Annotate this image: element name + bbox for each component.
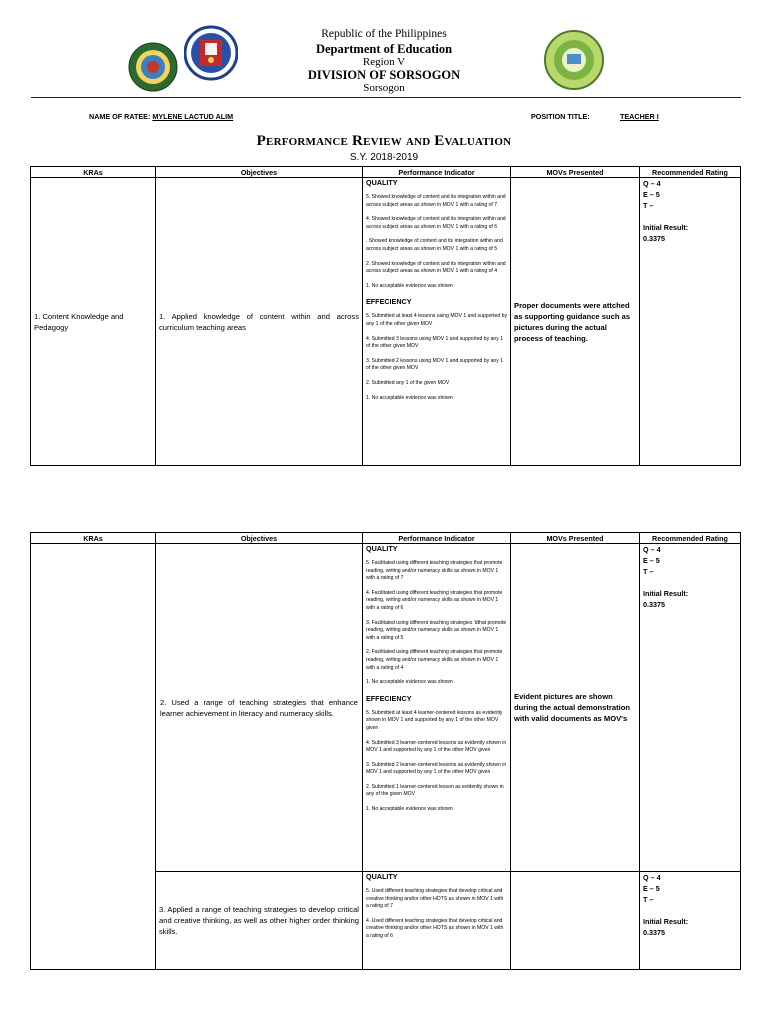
objective-cell: 1. Applied knowledge of content within and across curriculum teaching areas bbox=[156, 178, 363, 466]
indicator-item: 1. No acceptable evidence was shown bbox=[366, 679, 453, 686]
indicator-item: 5. Submitted at least 4 lessons using MOV 1 and supported by any 1 of the other given MOV bbox=[366, 313, 508, 327]
header-department: Department of Education bbox=[315, 42, 453, 56]
rating-cell bbox=[640, 872, 741, 970]
rating-initial-result-value: 0.3375 bbox=[643, 234, 665, 243]
header-region: Region V bbox=[362, 56, 406, 68]
indicator-item: 4. Used different teaching strategies that develop critical and creative thinking and/or other HOTS as shown in MOV 1 with a rating of 6 bbox=[366, 917, 504, 939]
rating-initial-result-value: 0.3375 bbox=[643, 600, 665, 609]
quality-heading: QUALITY bbox=[366, 872, 398, 881]
indicator-item: 4. Facilitated using different teaching strategies that promote reading, writing and/or numeracy skills as shown in MOV 1 with a rating of 6 bbox=[366, 589, 503, 611]
header-division: DIVISION OF SORSOGON bbox=[307, 68, 461, 82]
col-objectives: Objectives bbox=[156, 167, 363, 178]
rating-cell bbox=[640, 544, 741, 872]
document-title: Performance Review and Evaluation bbox=[256, 133, 512, 149]
indicator-item: 3. Submitted 2 lessons using MOV 1 and supported by any 1 of the other given MOV bbox=[366, 357, 504, 372]
rating-initial-result-label: Initial Result: bbox=[643, 223, 689, 232]
col-movs: MOVs Presented bbox=[511, 167, 640, 178]
indicator-item: 2. Submitted 1 learner-centered lesson as evidently shown in any of the given MOV bbox=[366, 783, 504, 798]
rating-initial-result-value: 0.3375 bbox=[643, 928, 665, 937]
ratee-name: MYLENE LACTUD ALIM bbox=[152, 112, 234, 121]
rating-initial-result-label: Initial Result: bbox=[643, 589, 689, 598]
movs-cell: Proper documents were attched as supporting guidance such as pictures during the actual process of teaching. bbox=[511, 178, 640, 466]
indicator-item: 4. Submitted 3 learner-centered lessons as evidently shown in MOV 1 and supported by any 1 of the other MOV given bbox=[366, 739, 507, 754]
header-republic: Republic of the Philippines bbox=[321, 28, 447, 40]
rating-initial-result-label: Initial Result: bbox=[643, 917, 689, 926]
col-performance-indicator: Performance Indicator bbox=[363, 167, 511, 178]
quality-heading: QUALITY bbox=[366, 544, 398, 553]
table-header-row bbox=[31, 167, 741, 178]
indicator-item: . Showed knowledge of content and its integration within and across subject areas as shown in MOV 1 with a rating of 5 bbox=[366, 238, 503, 252]
col-recommended-rating: Recommended Rating bbox=[640, 167, 741, 178]
indicator-item: 1. No acceptable evidence was shown bbox=[366, 806, 453, 813]
rating-timeliness: T – bbox=[643, 201, 654, 210]
rating-efficiency: E – 5 bbox=[643, 884, 660, 893]
evaluation-table-1 bbox=[30, 166, 741, 466]
efficiency-heading: EFFECIENCY bbox=[366, 297, 412, 307]
col-performance-indicator: Performance Indicator bbox=[363, 533, 511, 544]
rating-efficiency: E – 5 bbox=[643, 190, 660, 199]
rating-quality: Q – 4 bbox=[643, 873, 661, 882]
ratee-row bbox=[89, 112, 233, 121]
indicator-item: 5. Submitted at least 4 learner-centered lessons as evidently shown in MOV 1 and supported by any 1 of the other MOV given bbox=[366, 709, 503, 731]
indicator-item: 5. Showed knowledge of content and its integration within and across subject areas as shown in MOV 1 with a rating of 7 bbox=[366, 194, 506, 208]
rating-quality: Q – 4 bbox=[643, 545, 661, 554]
table-row bbox=[31, 544, 741, 872]
position-value: TEACHER I bbox=[620, 112, 659, 121]
performance-indicator-cell bbox=[363, 872, 511, 970]
col-movs: MOVs Presented bbox=[511, 533, 640, 544]
rating-timeliness: T – bbox=[643, 567, 654, 576]
kra-cell: 1. Content Knowledge and Pedagogy bbox=[31, 178, 156, 466]
indicator-item: 5. Used different teaching strategies that develop critical and creative thinking and/or other HOTS as shown in MOV 1 with a rating of 7 bbox=[366, 888, 504, 910]
position-row bbox=[620, 112, 659, 121]
indicator-item: 2. Facilitated using different teaching strategies that promote reading, writing and/or numeracy skills as shown in MOV 1 with a rating of 4 bbox=[366, 649, 503, 671]
objective-cell: 2. Used a range of teaching strategies that enhance learner achievement in literacy and numeracy skills. bbox=[156, 544, 363, 872]
table-header-row bbox=[31, 533, 741, 544]
evaluation-table-2 bbox=[30, 532, 741, 970]
indicator-item: 2. Submitted any 1 of the given MOV bbox=[366, 379, 450, 386]
objective-cell: 3. Applied a range of teaching strategies to develop critical and creative thinking, as well as other higher order thinking skills. bbox=[156, 872, 363, 970]
school-year: S.Y. 2018-2019 bbox=[349, 152, 419, 163]
position-label: POSITION TITLE: bbox=[531, 112, 590, 121]
efficiency-heading: EFFECIENCY bbox=[366, 693, 412, 703]
table-row bbox=[31, 178, 741, 466]
indicator-item: 2. Showed knowledge of content and its integration within and across subject areas as shown in MOV 1 with a rating of 4 bbox=[366, 260, 506, 275]
indicator-item: 4. Showed knowledge of content and its integration within and across subject areas as shown in MOV 1 with a rating of 6 bbox=[366, 216, 506, 230]
header-divider bbox=[31, 97, 741, 98]
indicator-item: 4. Submitted 3 lessons using MOV 1 and supported by any 1 of the other given MOV bbox=[366, 335, 504, 350]
col-recommended-rating: Recommended Rating bbox=[640, 533, 741, 544]
indicator-item: 5. Facilitated using different teaching strategies that promote reading, writing and/or numeracy skills as shown in MOV 1 with a rating of 7 bbox=[366, 560, 503, 582]
ratee-label: NAME OF RATEE: bbox=[89, 112, 151, 121]
indicator-item: 3. Facilitated using different teaching strategies 'dthat promote reading, writing and/or numeracy skills as shown in MOV 1 with a rating of 5 bbox=[366, 619, 507, 641]
rating-cell bbox=[640, 178, 741, 466]
rating-quality: Q – 4 bbox=[643, 179, 661, 188]
indicator-item: 3. Submitted 2 learner-centered lessons as evidently shown in MOV 1 and supported by any 1 of the other MOV given bbox=[366, 761, 507, 776]
rating-timeliness: T – bbox=[643, 895, 654, 904]
indicator-item: 1. No acceptable evidence was shown bbox=[366, 394, 453, 401]
rating-efficiency: E – 5 bbox=[643, 556, 660, 565]
movs-cell: Evident pictures are shown during the actual demonstration with valid documents as MOV's bbox=[511, 544, 640, 872]
header-city: Sorsogon bbox=[363, 82, 405, 94]
performance-indicator-cell bbox=[363, 544, 511, 872]
performance-indicator-cell bbox=[363, 178, 511, 466]
col-kras: KRAs bbox=[31, 167, 156, 178]
quality-heading: QUALITY bbox=[366, 178, 398, 187]
col-kras: KRAs bbox=[31, 533, 156, 544]
kra-cell-empty bbox=[31, 544, 156, 970]
col-objectives: Objectives bbox=[156, 533, 363, 544]
indicator-item: 1. No acceptable evidence was shown bbox=[366, 282, 453, 289]
movs-cell-empty bbox=[511, 872, 640, 970]
